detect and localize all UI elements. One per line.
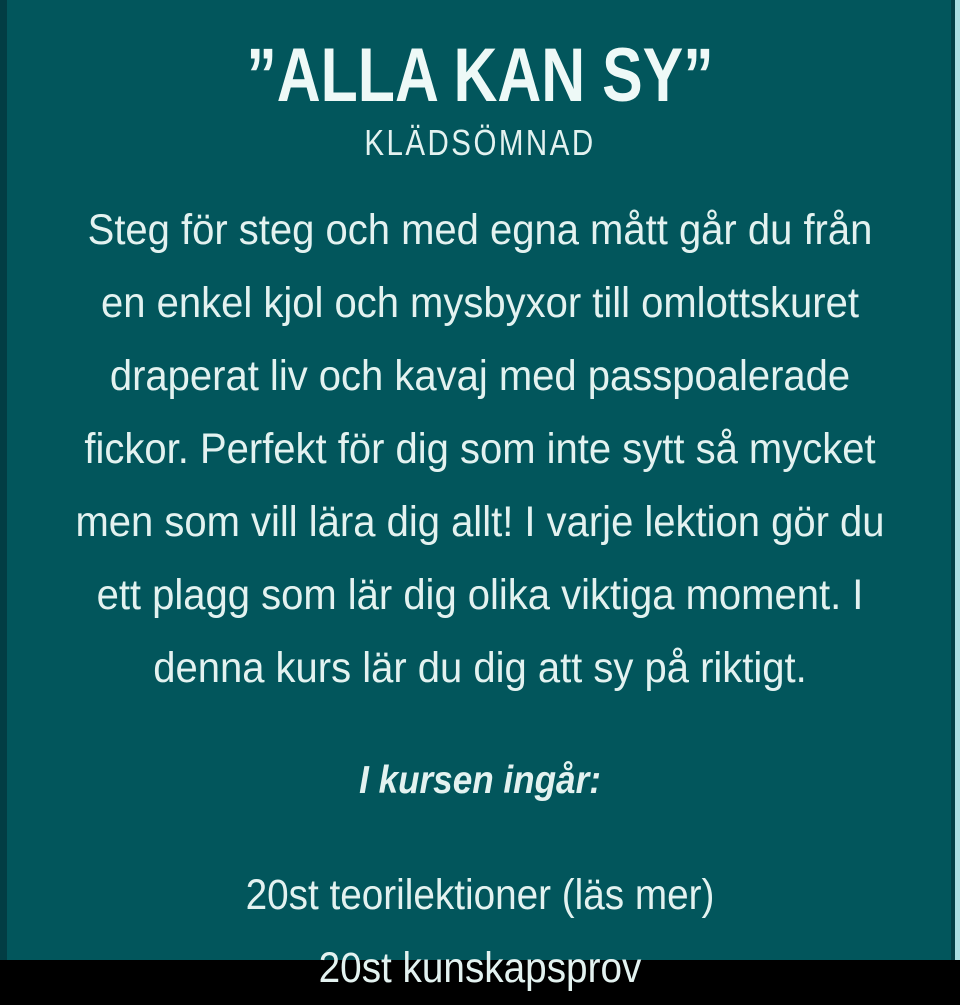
includes-heading: I kursen ingår: — [359, 759, 601, 802]
course-subtitle: KLÄDSÖMNAD — [364, 122, 596, 163]
description-line: denna kurs lär du dig att sy på riktigt. — [153, 644, 807, 692]
left-edge-strip — [0, 0, 7, 960]
description-line: draperat liv och kavaj med passpoalerade — [109, 352, 851, 400]
description-line: fickor. Perfekt för dig som inte sytt så mycket — [84, 425, 876, 473]
list-item-teorilektioner[interactable]: 20st teorilektioner (läs mer) — [245, 871, 715, 919]
course-title: ”ALLA KAN SY” — [246, 33, 714, 118]
description-line: ett plagg som lär dig olika viktiga moment. I — [96, 571, 864, 619]
includes-list — [48, 859, 912, 1005]
description-line: men som vill lära dig allt! I varje lektion gör du — [75, 498, 885, 546]
right-edge-strip — [955, 0, 960, 960]
list-item-kunskapsprov: 20st kunskapsprov — [318, 944, 642, 992]
description-line: en enkel kjol och mysbyxor till omlottskuret — [101, 279, 859, 327]
course-description — [34, 194, 927, 705]
description-line: Steg för steg och med egna mått går du från — [87, 206, 873, 254]
